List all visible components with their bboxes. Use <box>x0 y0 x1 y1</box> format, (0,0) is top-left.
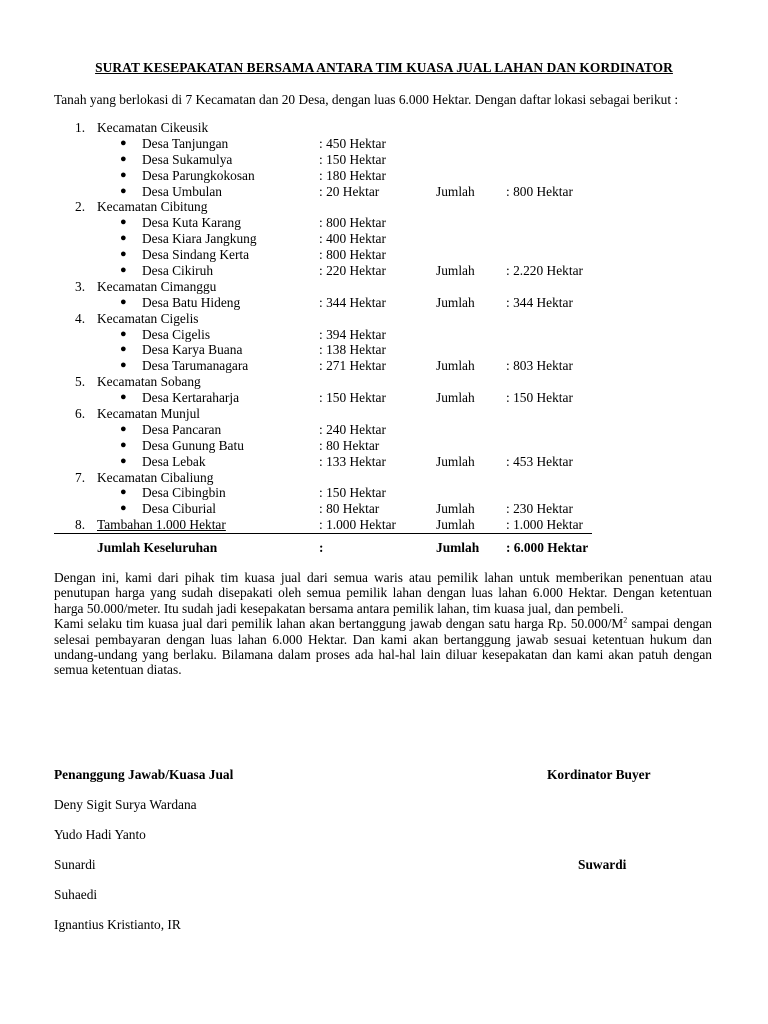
desa-row <box>54 390 714 406</box>
kecamatan-row <box>54 374 714 390</box>
right-signatory-name: Suwardi <box>578 857 627 872</box>
kecamatan-number: 2. <box>75 199 86 215</box>
additional-total-label: Jumlah <box>436 517 475 533</box>
kecamatan-number: 4. <box>75 310 86 326</box>
desa-row <box>54 136 714 152</box>
bullet-icon: ● <box>120 152 127 165</box>
bullet-icon: ● <box>120 327 127 340</box>
subtotal-value: : 344 Hektar <box>506 294 573 310</box>
desa-name: Desa Sukamulya <box>142 151 233 167</box>
kecamatan-name: Kecamatan Sobang <box>97 374 201 390</box>
additional-area-row <box>54 517 592 534</box>
bullet-icon: ● <box>120 248 127 261</box>
paragraph-2-end: sampai dengan selesai pembayaran dengan luas lahan 6.000 Hektar. Dan kami akan bertanggung jawab sesuai ketentuan hukum dan undang-undang yang berlaku. Bilamana dalam proses ada hal-hal lain diluar kesepakatan dan kami akan patuh dengan semua ketentuan diatas. <box>54 616 713 678</box>
desa-name: Desa Ciburial <box>142 501 217 517</box>
signatory-name: Sunardi <box>54 857 96 872</box>
bullet-icon: ● <box>120 168 127 181</box>
desa-name: Desa Kuta Karang <box>142 215 241 231</box>
kecamatan-name: Kecamatan Cibitung <box>97 199 208 215</box>
desa-area: : 800 Hektar <box>319 215 386 231</box>
bullet-icon: ● <box>120 343 127 356</box>
subtotal-label: Jumlah <box>436 183 475 199</box>
desa-area: : 344 Hektar <box>319 294 386 310</box>
subtotal-value: : 800 Hektar <box>506 183 573 199</box>
desa-name: Desa Sindang Kerta <box>142 247 250 263</box>
kecamatan-row <box>54 406 714 422</box>
kecamatan-name: Kecamatan Cigelis <box>97 310 199 326</box>
kecamatan-name: Kecamatan Cimanggu <box>97 278 217 294</box>
kecamatan-name: Kecamatan Munjul <box>97 406 200 422</box>
desa-area: : 271 Hektar <box>319 358 386 374</box>
desa-area: : 150 Hektar <box>319 485 386 501</box>
desa-row <box>54 168 714 184</box>
kecamatan-row <box>54 199 714 215</box>
desa-row <box>54 184 714 200</box>
bullet-icon: ● <box>120 136 127 149</box>
desa-name: Desa Tarumanagara <box>142 358 249 374</box>
subtotal-label: Jumlah <box>436 453 475 469</box>
desa-area: : 450 Hektar <box>319 135 386 151</box>
kecamatan-row <box>54 279 714 295</box>
kecamatan-number: 7. <box>75 469 86 485</box>
desa-row <box>54 501 714 517</box>
additional-number: 8. <box>75 517 86 533</box>
paragraph-2-start: Kami selaku tim kuasa jual dari pemilik lahan akan bertanggung jawab dengan satu harga Rp. 50.000/M <box>54 616 624 632</box>
bullet-icon: ● <box>120 184 127 197</box>
desa-name: Desa Parungkokosan <box>142 167 255 183</box>
grand-total-colon: : <box>319 540 324 556</box>
desa-row <box>54 215 714 231</box>
kecamatan-name: Kecamatan Cikeusik <box>97 120 209 135</box>
desa-area: : 400 Hektar <box>319 231 386 247</box>
right-signature-heading: Kordinator Buyer <box>547 767 651 782</box>
subtotal-label: Jumlah <box>436 263 475 279</box>
agreement-body <box>54 570 712 678</box>
desa-name: Desa Tanjungan <box>142 135 229 151</box>
desa-row <box>54 327 714 343</box>
bullet-icon: ● <box>120 295 127 308</box>
desa-row <box>54 438 714 454</box>
desa-area: : 133 Hektar <box>319 453 386 469</box>
subtotal-value: : 150 Hektar <box>506 390 573 406</box>
desa-name: Desa Lebak <box>142 453 206 469</box>
bullet-icon: ● <box>120 391 127 404</box>
paragraph-1: Dengan ini, kami dari pihak tim kuasa jual dari semua waris atau pemilik lahan untuk memberikan penentuan atau penutupan harga yang sudah disepakati oleh semua pemilik lahan dengan luas lahan 6.000 Hektar. Dengan ketentuan harga 50.000/meter. Itu sudah jadi kesepakatan bersama antara pemilik lahan, tim kuasa jual, dan pembeli. <box>54 570 712 616</box>
grand-total-label: Jumlah Keseluruhan <box>97 540 218 556</box>
bullet-icon: ● <box>120 422 127 435</box>
desa-area: : 394 Hektar <box>319 326 386 342</box>
desa-name: Desa Batu Hideng <box>142 294 241 310</box>
intro-text: Tanah yang berlokasi di 7 Kecamatan dan 20 Desa, dengan luas 6.000 Hektar. Dengan daftar lokasi sebagai berikut : <box>54 92 679 107</box>
desa-name: Desa Kiara Jangkung <box>142 231 257 247</box>
kecamatan-number: 1. <box>75 120 86 135</box>
desa-area: : 138 Hektar <box>319 342 386 358</box>
bullet-icon: ● <box>120 502 127 515</box>
kecamatan-row <box>54 120 714 136</box>
desa-row <box>54 422 714 438</box>
desa-row <box>54 342 714 358</box>
bullet-icon: ● <box>120 264 127 277</box>
bullet-icon: ● <box>120 438 127 451</box>
desa-row <box>54 295 714 311</box>
grand-total-value: : 6.000 Hektar <box>506 540 589 556</box>
desa-area: : 240 Hektar <box>319 421 386 437</box>
desa-name: Desa Cigelis <box>142 326 211 342</box>
paragraph-2 <box>54 616 712 678</box>
desa-area: : 80 Hektar <box>319 501 380 517</box>
desa-row <box>54 247 714 263</box>
kecamatan-number: 3. <box>75 278 86 294</box>
signatory-name: Deny Sigit Surya Wardana <box>54 797 197 812</box>
location-list <box>54 120 714 556</box>
bullet-icon: ● <box>120 486 127 499</box>
signatory-name: Suhaedi <box>54 887 98 902</box>
desa-row <box>54 454 714 470</box>
subtotal-label: Jumlah <box>436 358 475 374</box>
left-signature-heading: Penanggung Jawab/Kuasa Jual <box>54 767 234 782</box>
grand-total-jumlah: Jumlah <box>436 540 480 556</box>
additional-total-value: : 1.000 Hektar <box>506 517 583 533</box>
desa-area: : 150 Hektar <box>319 390 386 406</box>
subtotal-value: : 453 Hektar <box>506 453 573 469</box>
desa-name: Desa Pancaran <box>142 421 222 437</box>
superscript: 2 <box>623 615 628 625</box>
bullet-icon: ● <box>120 232 127 245</box>
desa-area: : 80 Hektar <box>319 437 380 453</box>
desa-name: Desa Cibingbin <box>142 485 226 501</box>
desa-area: : 150 Hektar <box>319 151 386 167</box>
desa-name: Desa Kertaraharja <box>142 390 240 406</box>
signatory-name: Yudo Hadi Yanto <box>54 827 146 842</box>
subtotal-label: Jumlah <box>436 294 475 310</box>
desa-name: Desa Cikiruh <box>142 263 214 279</box>
desa-row <box>54 358 714 374</box>
subtotal-label: Jumlah <box>436 501 475 517</box>
desa-name: Desa Gunung Batu <box>142 437 244 453</box>
desa-area: : 220 Hektar <box>319 263 386 279</box>
kecamatan-row <box>54 311 714 327</box>
signatory-name: Ignantius Kristianto, IR <box>54 917 181 932</box>
desa-area: : 20 Hektar <box>319 183 380 199</box>
desa-name: Desa Karya Buana <box>142 342 243 358</box>
bullet-icon: ● <box>120 216 127 229</box>
kecamatan-row <box>54 470 714 486</box>
kecamatan-number: 6. <box>75 406 86 422</box>
grand-total-row <box>54 540 714 556</box>
desa-row <box>54 152 714 168</box>
desa-area: : 180 Hektar <box>319 167 386 183</box>
kecamatan-number: 5. <box>75 374 86 390</box>
desa-row <box>54 231 714 247</box>
bullet-icon: ● <box>120 454 127 467</box>
desa-row <box>54 263 714 279</box>
additional-area: : 1.000 Hektar <box>319 517 396 533</box>
subtotal-value: : 803 Hektar <box>506 358 573 374</box>
subtotal-value: : 2.220 Hektar <box>506 263 583 279</box>
additional-label: Tambahan 1.000 Hektar <box>97 517 226 533</box>
desa-row <box>54 485 714 501</box>
desa-name: Desa Umbulan <box>142 183 222 199</box>
document-title: SURAT KESEPAKATAN BERSAMA ANTARA TIM KUASA JUAL LAHAN DAN KORDINATOR <box>95 60 673 75</box>
bullet-icon: ● <box>120 359 127 372</box>
desa-area: : 800 Hektar <box>319 247 386 263</box>
subtotal-label: Jumlah <box>436 390 475 406</box>
subtotal-value: : 230 Hektar <box>506 501 573 517</box>
kecamatan-name: Kecamatan Cibaliung <box>97 469 214 485</box>
